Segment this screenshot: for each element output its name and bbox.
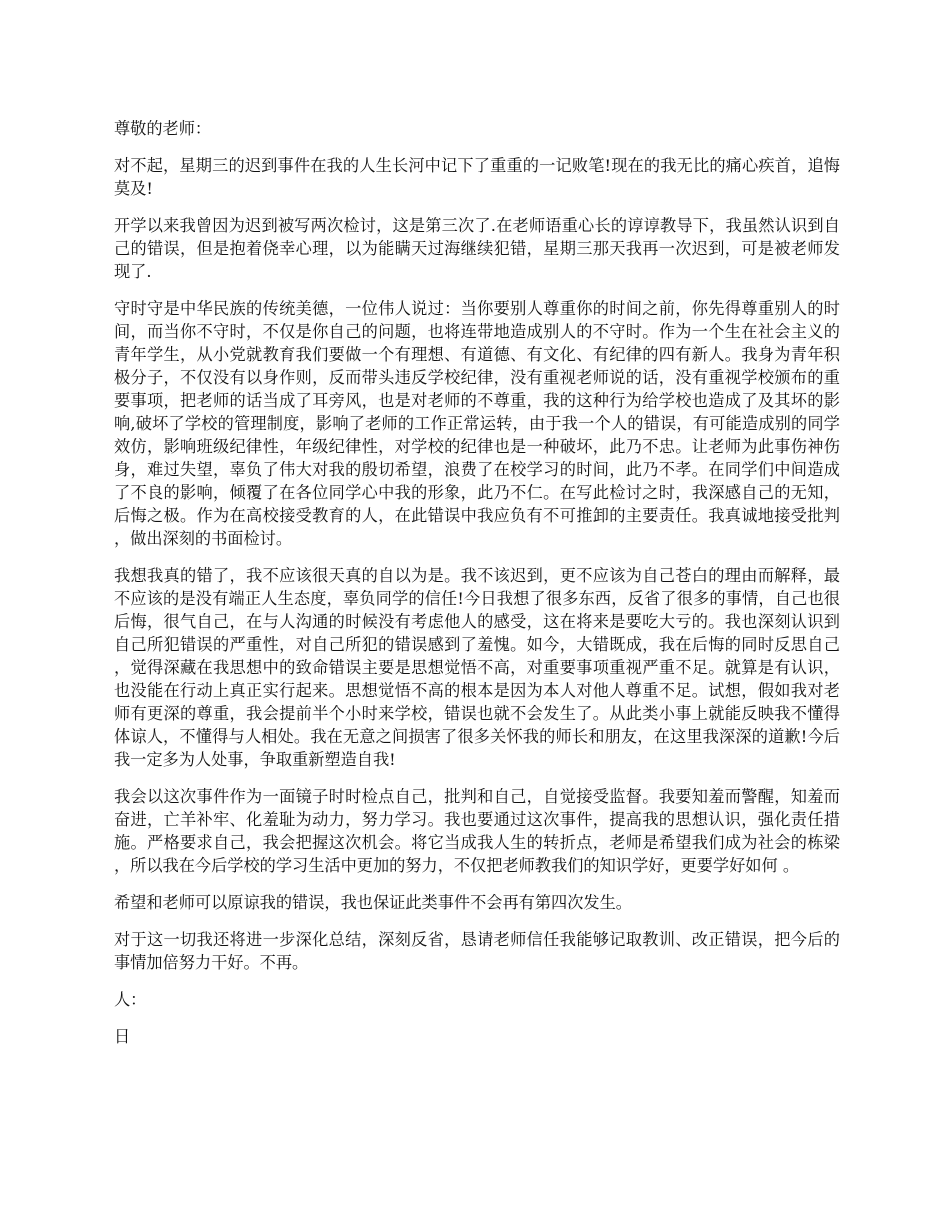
date-label: 日 <box>114 1027 131 1046</box>
paragraph-hope: 希望和老师可以原谅我的错误，我也保证此类事件不会再有第四次发生。 <box>114 893 632 912</box>
signature-label: 人： <box>114 990 147 1009</box>
paragraph-commitment: 我会以这次事件作为一面镜子时时检点自己，批判和自己，自觉接受监督。我要知羞而警醒，知羞而奋进，亡羊补牢、化羞耻为动力，努力学习。我也要通过这次事件，提高我的思想认识，强化责任措施。严格要求自己，我会把握这次机会。将它当成我人生的转折点，老师是希望我们成为社会的栋梁，所以我在今后学校的学习生活中更加的努力，不仅把老师教我们的知识学好，更要学好如何 。 <box>114 787 840 875</box>
paragraph-history: 开学以来我曾因为迟到被写两次检讨，这是第三次了.在老师语重心长的谆谆教导下，我虽然认识到自己的错误，但是抱着侥幸心理，以为能瞒天过海继续犯错，星期三那天我再一次迟到，可是被老师发现了. <box>114 216 840 281</box>
paragraph-reflection: 我想我真的错了，我不应该很天真的自以为是。我不该迟到，更不应该为自己苍白的理由而解释，最不应该的是没有端正人生态度，辜负同学的信任!今日我想了很多东西，反省了很多的事情，自己也很后悔，很气自己，在与人沟通的时候没有考虑他人的感受，这在将来是要吃大亏的。我也深刻认识到自己所犯错误的严重性，对自己所犯的错误感到了羞愧。如今，大错既成，我在后悔的同时反思自己，觉得深藏在我思想中的致命错误主要是思想觉悟不高，对重要事项重视严重不足。就算是有认识，也没能在行动上真正实行起来。思想觉悟不高的根本是因为本人对他人尊重不足。试想，假如我对老师有更深的尊重，我会提前半个小时来学校，错误也就不会发生了。从此类小事上就能反映我不懂得体谅人，不懂得与人相处。我在无意之间损害了很多关怀我的师长和朋友，在这里我深深的道歉!今后我一定多为人处事，争取重新塑造自我! <box>114 566 840 769</box>
paragraph-apology: 对不起，星期三的迟到事件在我的人生长河中记下了重重的一记败笔!现在的我无比的痛心疾首，追悔莫及! <box>114 156 840 198</box>
document-body <box>114 117 840 1062</box>
paragraph-closing: 对于这一切我还将进一步深化总结，深刻反省，恳请老师信任我能够记取教训、改正错误，把今后的事情加倍努力干好。不再。 <box>114 930 840 972</box>
paragraph-punctuality: 守时守是中华民族的传统美德，一位伟人说过：当你要别人尊重你的时间之前，你先得尊重别人的时间，而当你不守时，不仅是你自己的问题，也将连带地造成别人的不守时。作为一个生在社会主义的青年学生，从小党就教育我们要做一个有理想、有道德、有文化、有纪律的四有新人。我身为青年积极分子，不仅没有以身作则，反而带头违反学校纪律，没有重视老师说的话，没有重视学校颁布的重要事项，把老师的话当成了耳旁风，也是对老师的不尊重，我的这种行为给学校也造成了及其坏的影响,破坏了学校的管理制度，影响了老师的工作正常运转，由于我一个人的错误，有可能造成别的同学效仿，影响班级纪律性，年级纪律性，对学校的纪律也是一种破坏，此乃不忠。让老师为此事伤神伤身，难过失望，辜负了伟大对我的殷切希望，浪费了在校学习的时间，此乃不孝。在同学们中间造成了不良的影响，倾覆了在各位同学心中我的形象，此乃不仁。在写此检讨之时，我深感自己的无知，后悔之极。作为在高校接受教育的人，在此错误中我应负有不可推卸的主要责任。我真诚地接受批判，做出深刻的书面检讨。 <box>114 299 840 548</box>
salutation: 尊敬的老师： <box>114 119 212 138</box>
